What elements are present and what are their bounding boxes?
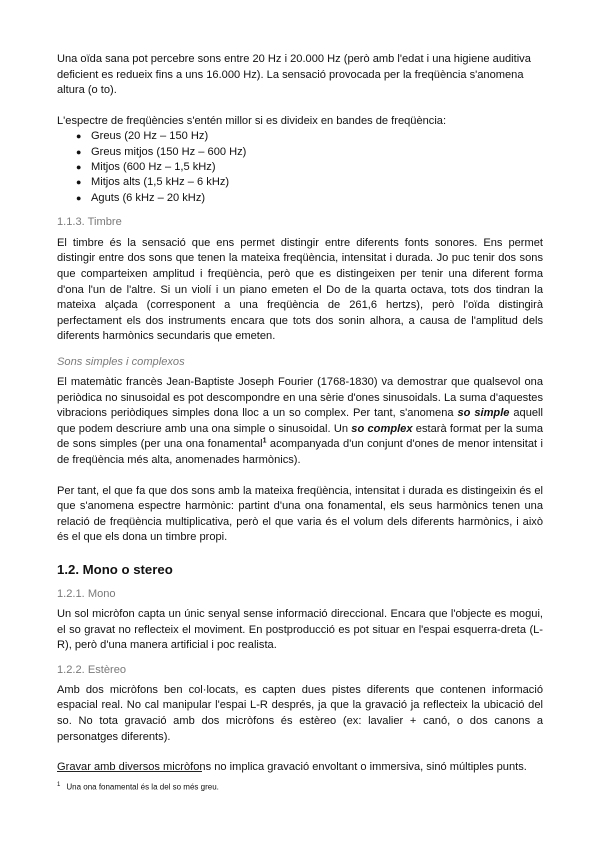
paragraph-timbre: El timbre és la sensació que ens permet distingir entre diferents fonts sonores. Ens permet distingir entre dos sons que tenen la mateixa freqüència, intensitat i durada. Jo puc tenir dos sons que comparteixen amplitud i freqüència, però que es distingeixen per tenir una diferent forma d'ona l'un de l'altre. Si un violí i un piano emeten el Do de la quarta octava, tots dos tindran la mateixa alçada (corresponent a una freqüència de 261,6 hertzs), però l'oïda distingirà perfectament els dos instruments encara que tots dos sonin alhora, a causa de l'amplitud dels diferents harmònics secundaris que emeten.: [57, 236, 543, 343]
list-item: ● Aguts (6 kHz – 20 kHz): [57, 191, 543, 206]
paragraph-stereo: Amb dos micròfons ben col·locats, es capten dues pistes diferents que contenen informació espacial real. No cal manipular l'espai L-R després, ja que la gravació ja reflecteix la ubicació del so. No tota gravació amb dos micròfons és estèreo (ex: lavalier + canó, o dos canons a personatges diferents).: [57, 683, 543, 743]
list-item: ● Greus (20 Hz – 150 Hz): [57, 129, 543, 144]
term-complex-sound: so complex: [351, 422, 413, 435]
heading-simple-complex-sounds: Sons simples i complexos: [57, 356, 185, 369]
heading-timbre: 1.1.3. Timbre: [57, 215, 122, 228]
footnote: [57, 780, 219, 793]
footnote-number: 1: [57, 782, 61, 788]
footnote-separator: [57, 771, 202, 772]
term-simple-sound: so simple: [457, 407, 510, 420]
frequency-bands-list: [57, 129, 543, 205]
document-page: [57, 52, 543, 776]
paragraph-mono: Un sol micròfon capta un únic senyal sense informació direccional. Encara que l'objecte es mogui, el so gravat no reflecteix el moviment. En postproducció es pot situar en l'espai esquerra-dreta (L-R), però d'una manera artificial i poc realista.: [57, 607, 543, 652]
footnote-text: Una ona fonamental és la del so més greu.: [66, 782, 219, 792]
paragraph-multiple-mics: Gravar amb diversos micròfons no implica gravació envoltant o immersiva, sinó múltiples punts.: [57, 761, 527, 774]
paragraph-hearing-range: Una oïda sana pot percebre sons entre 20 Hz i 20.000 Hz (però amb l'edat i una higiene auditiva deficient es redueix fins a uns 16.000 Hz). La sensació provocada per la freqüència s'anomena altura (o to).: [57, 53, 531, 97]
list-item: ● Greus mitjos (150 Hz – 600 Hz): [57, 145, 543, 160]
list-item: ● Mitjos alts (1,5 kHz – 6 kHz): [57, 175, 543, 190]
heading-mono: 1.2.1. Mono: [57, 587, 116, 600]
footnote-reference[interactable]: 1: [262, 437, 267, 445]
paragraph-spectrum-intro: L'espectre de freqüències s'entén millor si es divideix en bandes de freqüència:: [57, 114, 447, 127]
paragraph-simple-complex: El matemàtic francès Jean-Baptiste Joseph Fourier (1768-1830) va demostrar que qualsevol ona periòdica no sinusoidal es pot descompondre en una sèrie d'ones sinusoidals. La suma d'aquestes vibracions periòdiques simples dona lloc a un so complex. Per tant, s'anomena so simple aquell que podem descriure amb una ona simple o sinusoidal. Un so complex estarà format per la suma de sons simples (per una ona fonamental$^1$ acompanyada d'un conjunt d'ones de menor intensitat i de freqüència més alta, anomenades harmònics).: [57, 376, 543, 466]
list-item: ● Mitjos (600 Hz – 1,5 kHz): [57, 160, 543, 175]
heading-stereo: 1.2.2. Estèreo: [57, 663, 127, 676]
heading-mono-stereo: 1.2. Mono o stereo: [57, 561, 173, 577]
paragraph-harmonic-spectrum: Per tant, el que fa que dos sons amb la mateixa freqüència, intensitat i durada es distingeixin és el que s'anomena espectre harmònic: partint d'una ona fonamental, els seus harmònics tenen una relació de freqüència multiplicativa, però el que varia és el volum dels diferents harmònics, i això és el que els dona un timbre propi.: [57, 484, 543, 544]
